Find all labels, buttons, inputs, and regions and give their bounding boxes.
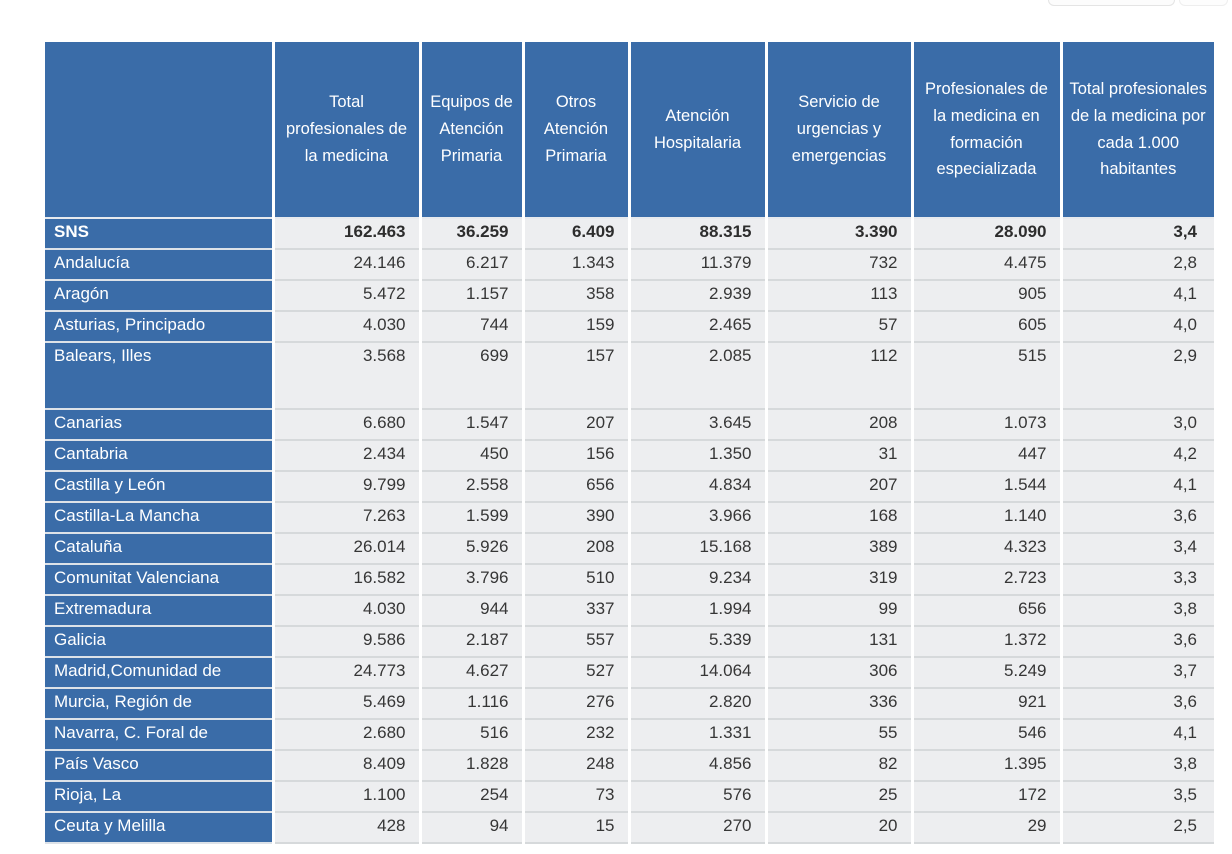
value-cell: 29: [912, 812, 1061, 843]
value-cell: 4,1: [1061, 471, 1214, 502]
value-cell: 232: [523, 719, 629, 750]
value-cell: 82: [766, 750, 912, 781]
column-header-total-profesionales: Total profesionales de la medicina: [273, 42, 420, 218]
value-cell: 73: [523, 781, 629, 812]
column-header-region: [45, 42, 273, 218]
value-cell: 546: [912, 719, 1061, 750]
table-header: [45, 42, 1214, 218]
value-cell: 921: [912, 688, 1061, 719]
table-body: [45, 218, 1214, 843]
value-cell: 207: [766, 471, 912, 502]
value-cell: 159: [523, 311, 629, 342]
table-row: [45, 471, 1214, 502]
value-cell: 4.627: [420, 657, 523, 688]
value-cell: 1.116: [420, 688, 523, 719]
value-cell: 99: [766, 595, 912, 626]
value-cell: 6.217: [420, 249, 523, 280]
partial-browser-button: [1048, 0, 1175, 6]
table-row: [45, 781, 1214, 812]
value-cell: 6.680: [273, 409, 420, 440]
table-row: [45, 812, 1214, 843]
value-cell: 605: [912, 311, 1061, 342]
value-cell: 31: [766, 440, 912, 471]
value-cell: 4.030: [273, 311, 420, 342]
value-cell: 55: [766, 719, 912, 750]
value-cell: 306: [766, 657, 912, 688]
value-cell: 7.263: [273, 502, 420, 533]
value-cell: 162.463: [273, 218, 420, 249]
row-label: Balears, Illes: [45, 342, 273, 409]
value-cell: 527: [523, 657, 629, 688]
value-cell: 576: [629, 781, 766, 812]
row-label: Galicia: [45, 626, 273, 657]
value-cell: 3.966: [629, 502, 766, 533]
row-label: Comunitat Valenciana: [45, 564, 273, 595]
value-cell: 1.994: [629, 595, 766, 626]
row-label: Castilla y León: [45, 471, 273, 502]
value-cell: 248: [523, 750, 629, 781]
value-cell: 3,7: [1061, 657, 1214, 688]
value-cell: 3,6: [1061, 688, 1214, 719]
value-cell: 1.544: [912, 471, 1061, 502]
value-cell: 94: [420, 812, 523, 843]
column-header-por-1000-habitantes: Total profesionales de la medicina por cada 1.000 habitantes: [1061, 42, 1214, 218]
table-row: [45, 280, 1214, 311]
value-cell: 270: [629, 812, 766, 843]
table-row: [45, 249, 1214, 280]
value-cell: 1.547: [420, 409, 523, 440]
value-cell: 944: [420, 595, 523, 626]
row-label: Madrid,Comunidad de: [45, 657, 273, 688]
row-label: Castilla-La Mancha: [45, 502, 273, 533]
value-cell: 3,3: [1061, 564, 1214, 595]
table-row: [45, 688, 1214, 719]
value-cell: 3.390: [766, 218, 912, 249]
value-cell: 24.773: [273, 657, 420, 688]
value-cell: 14.064: [629, 657, 766, 688]
value-cell: 5.249: [912, 657, 1061, 688]
value-cell: 358: [523, 280, 629, 311]
medical-professionals-table: [45, 42, 1214, 844]
value-cell: 2.085: [629, 342, 766, 409]
value-cell: 515: [912, 342, 1061, 409]
value-cell: 3.645: [629, 409, 766, 440]
value-cell: 15.168: [629, 533, 766, 564]
value-cell: 168: [766, 502, 912, 533]
row-label: Rioja, La: [45, 781, 273, 812]
value-cell: 428: [273, 812, 420, 843]
value-cell: 3,8: [1061, 595, 1214, 626]
column-header-formacion-especializada: Profesionales de la medicina en formación especializada: [912, 42, 1061, 218]
value-cell: 11.379: [629, 249, 766, 280]
value-cell: 905: [912, 280, 1061, 311]
value-cell: 6.409: [523, 218, 629, 249]
row-label: Cataluña: [45, 533, 273, 564]
value-cell: 1.828: [420, 750, 523, 781]
value-cell: 4.856: [629, 750, 766, 781]
value-cell: 156: [523, 440, 629, 471]
table-row: [45, 626, 1214, 657]
value-cell: 1.157: [420, 280, 523, 311]
value-cell: 2,9: [1061, 342, 1214, 409]
table-row: [45, 564, 1214, 595]
value-cell: 336: [766, 688, 912, 719]
table-row: [45, 218, 1214, 249]
value-cell: 5.472: [273, 280, 420, 311]
value-cell: 319: [766, 564, 912, 595]
value-cell: 4.030: [273, 595, 420, 626]
value-cell: 337: [523, 595, 629, 626]
value-cell: 15: [523, 812, 629, 843]
value-cell: 4,1: [1061, 280, 1214, 311]
column-header-otros-atencion-primaria: Otros Atención Primaria: [523, 42, 629, 218]
value-cell: 3.568: [273, 342, 420, 409]
value-cell: 699: [420, 342, 523, 409]
value-cell: 26.014: [273, 533, 420, 564]
value-cell: 2.939: [629, 280, 766, 311]
column-header-equipos-atencion-primaria: Equipos de Atención Primaria: [420, 42, 523, 218]
value-cell: 2.187: [420, 626, 523, 657]
table-row: [45, 311, 1214, 342]
value-cell: 3,6: [1061, 502, 1214, 533]
value-cell: 9.234: [629, 564, 766, 595]
table-row: [45, 719, 1214, 750]
row-label: Aragón: [45, 280, 273, 311]
value-cell: 1.140: [912, 502, 1061, 533]
partial-browser-button: [1179, 0, 1228, 6]
value-cell: 516: [420, 719, 523, 750]
table-row: [45, 342, 1214, 409]
row-label: SNS: [45, 218, 273, 249]
value-cell: 25: [766, 781, 912, 812]
value-cell: 1.073: [912, 409, 1061, 440]
value-cell: 510: [523, 564, 629, 595]
value-cell: 4.475: [912, 249, 1061, 280]
value-cell: 4,0: [1061, 311, 1214, 342]
value-cell: 3,6: [1061, 626, 1214, 657]
value-cell: 9.586: [273, 626, 420, 657]
value-cell: 1.599: [420, 502, 523, 533]
value-cell: 24.146: [273, 249, 420, 280]
table-row: [45, 533, 1214, 564]
value-cell: 112: [766, 342, 912, 409]
value-cell: 16.582: [273, 564, 420, 595]
table-row: [45, 750, 1214, 781]
row-label: Navarra, C. Foral de: [45, 719, 273, 750]
value-cell: 4.323: [912, 533, 1061, 564]
value-cell: 8.409: [273, 750, 420, 781]
value-cell: 2.558: [420, 471, 523, 502]
value-cell: 447: [912, 440, 1061, 471]
value-cell: 5.926: [420, 533, 523, 564]
column-header-atencion-hospitalaria: Atención Hospitalaria: [629, 42, 766, 218]
column-header-urgencias-emergencias: Servicio de urgencias y emergencias: [766, 42, 912, 218]
table-row: [45, 409, 1214, 440]
value-cell: 5.339: [629, 626, 766, 657]
value-cell: 254: [420, 781, 523, 812]
value-cell: 88.315: [629, 218, 766, 249]
value-cell: 3.796: [420, 564, 523, 595]
row-label: País Vasco: [45, 750, 273, 781]
row-label: Andalucía: [45, 249, 273, 280]
value-cell: 2,5: [1061, 812, 1214, 843]
value-cell: 1.343: [523, 249, 629, 280]
value-cell: 2.434: [273, 440, 420, 471]
value-cell: 2.680: [273, 719, 420, 750]
value-cell: 732: [766, 249, 912, 280]
value-cell: 2.465: [629, 311, 766, 342]
row-label: Cantabria: [45, 440, 273, 471]
value-cell: 3,5: [1061, 781, 1214, 812]
value-cell: 2.820: [629, 688, 766, 719]
table-row: [45, 595, 1214, 626]
value-cell: 20: [766, 812, 912, 843]
value-cell: 3,8: [1061, 750, 1214, 781]
value-cell: 390: [523, 502, 629, 533]
value-cell: 57: [766, 311, 912, 342]
value-cell: 1.331: [629, 719, 766, 750]
value-cell: 4.834: [629, 471, 766, 502]
row-label: Murcia, Región de: [45, 688, 273, 719]
row-label: Canarias: [45, 409, 273, 440]
value-cell: 3,4: [1061, 533, 1214, 564]
value-cell: 2.723: [912, 564, 1061, 595]
value-cell: 744: [420, 311, 523, 342]
row-label: Ceuta y Melilla: [45, 812, 273, 843]
value-cell: 656: [912, 595, 1061, 626]
value-cell: 3,0: [1061, 409, 1214, 440]
row-label: Asturias, Principado: [45, 311, 273, 342]
row-label: Extremadura: [45, 595, 273, 626]
value-cell: 3,4: [1061, 218, 1214, 249]
value-cell: 5.469: [273, 688, 420, 719]
value-cell: 36.259: [420, 218, 523, 249]
value-cell: 113: [766, 280, 912, 311]
value-cell: 276: [523, 688, 629, 719]
value-cell: 656: [523, 471, 629, 502]
table-row: [45, 502, 1214, 533]
value-cell: 1.395: [912, 750, 1061, 781]
value-cell: 2,8: [1061, 249, 1214, 280]
table-row: [45, 440, 1214, 471]
value-cell: 131: [766, 626, 912, 657]
value-cell: 208: [766, 409, 912, 440]
value-cell: 207: [523, 409, 629, 440]
header-row: [45, 42, 1214, 218]
value-cell: 4,1: [1061, 719, 1214, 750]
table-row: [45, 657, 1214, 688]
value-cell: 557: [523, 626, 629, 657]
value-cell: 1.372: [912, 626, 1061, 657]
value-cell: 157: [523, 342, 629, 409]
value-cell: 1.350: [629, 440, 766, 471]
value-cell: 9.799: [273, 471, 420, 502]
value-cell: 208: [523, 533, 629, 564]
value-cell: 389: [766, 533, 912, 564]
value-cell: 450: [420, 440, 523, 471]
value-cell: 4,2: [1061, 440, 1214, 471]
value-cell: 28.090: [912, 218, 1061, 249]
value-cell: 1.100: [273, 781, 420, 812]
value-cell: 172: [912, 781, 1061, 812]
